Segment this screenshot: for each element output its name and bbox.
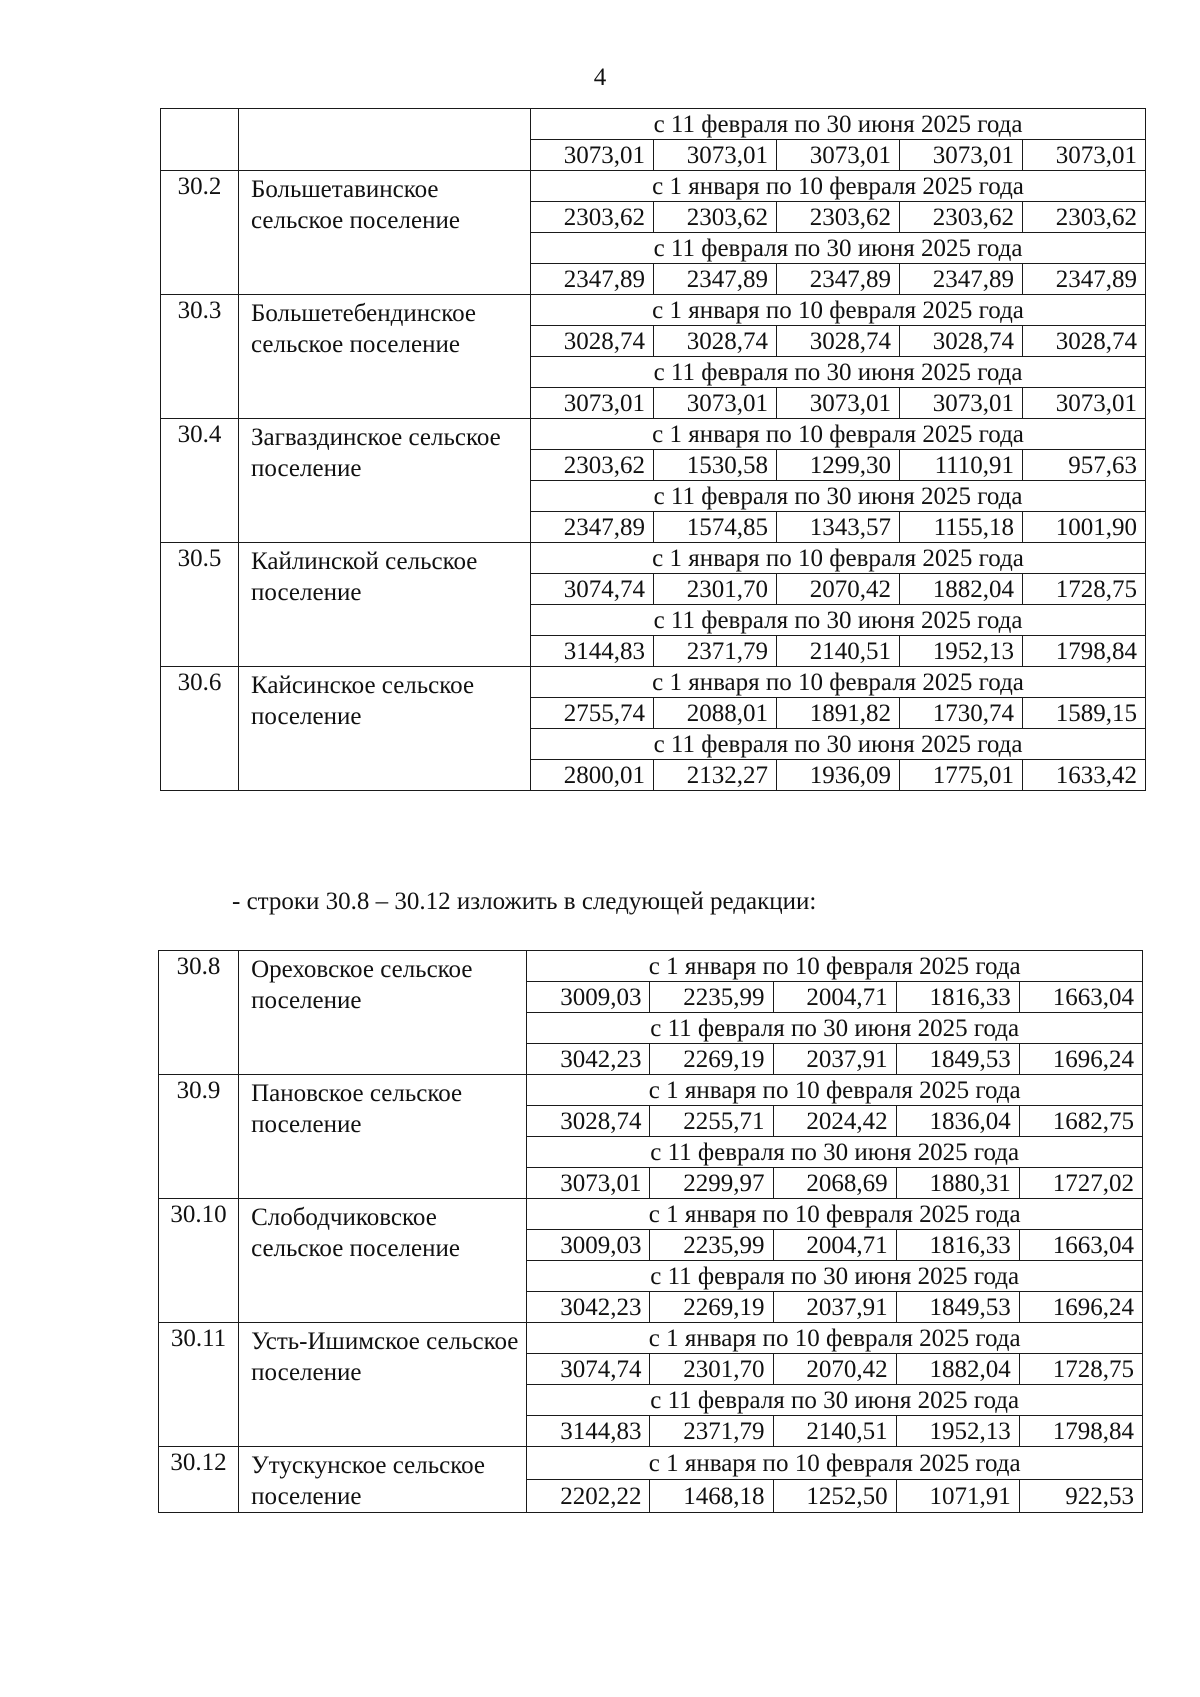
tariff-value: 1882,04 (900, 574, 1023, 605)
settlement-name: Кайлинской сельское поселение (239, 543, 531, 667)
tariff-value: 2303,62 (777, 202, 900, 233)
tariff-value: 3028,74 (531, 326, 654, 357)
tariff-value: 1775,01 (900, 760, 1023, 791)
tariff-value: 3042,23 (527, 1292, 650, 1323)
tariff-value: 3144,83 (527, 1416, 650, 1447)
tariff-value: 2235,99 (650, 982, 773, 1013)
tariff-value: 1952,13 (896, 1416, 1019, 1447)
period-label: с 1 января по 10 февраля 2025 года (527, 1075, 1143, 1106)
tariff-value: 2347,89 (777, 264, 900, 295)
tariff-value: 1589,15 (1023, 698, 1146, 729)
period-label: с 11 февраля по 30 июня 2025 года (527, 1013, 1143, 1044)
tariff-value: 2347,89 (900, 264, 1023, 295)
tariff-value: 2070,42 (773, 1354, 896, 1385)
period-label: с 1 января по 10 февраля 2025 года (531, 419, 1146, 450)
tariff-value: 1071,91 (896, 1480, 1019, 1513)
page-number: 4 (593, 64, 607, 91)
tariff-value: 3028,74 (900, 326, 1023, 357)
table-row (161, 543, 1146, 574)
row-number: 30.8 (159, 951, 239, 1075)
tariff-value: 2255,71 (650, 1106, 773, 1137)
settlement-name: Пановское сельское поселение (239, 1075, 527, 1199)
tariff-value: 2299,97 (650, 1168, 773, 1199)
period-label: с 1 января по 10 февраля 2025 года (531, 295, 1146, 326)
tariff-value: 1155,18 (900, 512, 1023, 543)
tariff-value: 957,63 (1023, 450, 1146, 481)
period-label: с 11 февраля по 30 июня 2025 года (531, 357, 1146, 388)
tariff-value: 1936,09 (777, 760, 900, 791)
table-row (161, 667, 1146, 698)
settlement-name: Ореховское сельское поселение (239, 951, 527, 1075)
tariff-value: 1816,33 (896, 1230, 1019, 1261)
tariff-value: 2301,70 (654, 574, 777, 605)
tariff-value: 1299,30 (777, 450, 900, 481)
tariff-value: 3042,23 (527, 1044, 650, 1075)
tariff-value: 1727,02 (1019, 1168, 1142, 1199)
tariff-value: 1728,75 (1023, 574, 1146, 605)
row-number: 30.4 (161, 419, 239, 543)
tariff-value: 1001,90 (1023, 512, 1146, 543)
tariff-value: 3073,01 (654, 140, 777, 171)
tariff-value: 1574,85 (654, 512, 777, 543)
tariff-value: 2347,89 (531, 264, 654, 295)
row-number: 30.5 (161, 543, 239, 667)
period-label: с 1 января по 10 февраля 2025 года (527, 951, 1143, 982)
tariff-value: 3028,74 (654, 326, 777, 357)
tariff-value: 3073,01 (531, 388, 654, 419)
tariff-value: 3144,83 (531, 636, 654, 667)
table-row (161, 109, 1146, 140)
tariff-value: 1252,50 (773, 1480, 896, 1513)
tariff-table-1 (160, 108, 1146, 791)
tariff-value: 3074,74 (531, 574, 654, 605)
tariff-value: 1816,33 (896, 982, 1019, 1013)
tariff-value: 3073,01 (1023, 388, 1146, 419)
period-label: с 11 февраля по 30 июня 2025 года (531, 233, 1146, 264)
tariff-value: 1836,04 (896, 1106, 1019, 1137)
period-label: с 11 февраля по 30 июня 2025 года (531, 481, 1146, 512)
tariff-value: 2347,89 (654, 264, 777, 295)
period-label: с 1 января по 10 февраля 2025 года (531, 171, 1146, 202)
period-label: с 1 января по 10 февраля 2025 года (531, 667, 1146, 698)
settlement-name: Утускунское сельское поселение (239, 1447, 527, 1513)
settlement-name: Кайсинское сельское поселение (239, 667, 531, 791)
row-number-cell (161, 109, 239, 171)
tariff-value: 3073,01 (1023, 140, 1146, 171)
tariff-value: 2235,99 (650, 1230, 773, 1261)
tariff-value: 1798,84 (1019, 1416, 1142, 1447)
period-label: с 1 января по 10 февраля 2025 года (531, 543, 1146, 574)
tariff-value: 2140,51 (777, 636, 900, 667)
tariff-value: 1880,31 (896, 1168, 1019, 1199)
period-label: с 1 января по 10 февраля 2025 года (527, 1447, 1143, 1480)
tariff-value: 3073,01 (531, 140, 654, 171)
tariff-value: 3009,03 (527, 982, 650, 1013)
period-label: с 11 февраля по 30 июня 2025 года (527, 1385, 1143, 1416)
tariff-value: 1682,75 (1019, 1106, 1142, 1137)
period-label: с 11 февраля по 30 июня 2025 года (527, 1261, 1143, 1292)
tariff-value: 2070,42 (777, 574, 900, 605)
tariff-value: 1891,82 (777, 698, 900, 729)
tariff-value: 3073,01 (777, 140, 900, 171)
table-row (159, 1323, 1143, 1354)
tariff-value: 2303,62 (531, 450, 654, 481)
tariff-value: 2068,69 (773, 1168, 896, 1199)
tariff-value: 2755,74 (531, 698, 654, 729)
table-row (159, 1199, 1143, 1230)
tariff-value: 3009,03 (527, 1230, 650, 1261)
tariff-value: 2202,22 (527, 1480, 650, 1513)
table-row (159, 951, 1143, 982)
period-label: с 11 февраля по 30 июня 2025 года (531, 605, 1146, 636)
tariff-value: 2303,62 (1023, 202, 1146, 233)
row-number: 30.10 (159, 1199, 239, 1323)
tariff-value: 1798,84 (1023, 636, 1146, 667)
tariff-value: 1343,57 (777, 512, 900, 543)
settlement-name: Большетавинское сельское поселение (239, 171, 531, 295)
tariff-value: 922,53 (1019, 1480, 1142, 1513)
tariff-value: 1663,04 (1019, 982, 1142, 1013)
table-row (159, 1075, 1143, 1106)
period-label: с 11 февраля по 30 июня 2025 года (527, 1137, 1143, 1168)
intro-text: - строки 30.8 – 30.12 изложить в следующей редакции: (232, 888, 817, 915)
tariff-value: 2269,19 (650, 1044, 773, 1075)
period-label: с 1 января по 10 февраля 2025 года (527, 1199, 1143, 1230)
tariff-value: 3073,01 (527, 1168, 650, 1199)
settlement-name: Слободчиковское сельское поселение (239, 1199, 527, 1323)
tariff-value: 2303,62 (654, 202, 777, 233)
tariff-value: 1849,53 (896, 1292, 1019, 1323)
tariff-value: 3028,74 (1023, 326, 1146, 357)
tariff-value: 1696,24 (1019, 1044, 1142, 1075)
tariff-value: 2347,89 (1023, 264, 1146, 295)
table-row (161, 295, 1146, 326)
settlement-name: Загваздинское сельское поселение (239, 419, 531, 543)
tariff-value: 3073,01 (777, 388, 900, 419)
tariff-table-2 (158, 950, 1143, 1513)
tariff-value: 2037,91 (773, 1044, 896, 1075)
row-number: 30.9 (159, 1075, 239, 1199)
tariff-value: 2371,79 (654, 636, 777, 667)
period-label: с 11 февраля по 30 июня 2025 года (531, 109, 1146, 140)
tariff-value: 2024,42 (773, 1106, 896, 1137)
tariff-value: 3073,01 (900, 140, 1023, 171)
settlement-name: Большетебендинское сельское поселение (239, 295, 531, 419)
tariff-value: 2800,01 (531, 760, 654, 791)
tariff-value: 1663,04 (1019, 1230, 1142, 1261)
tariff-value: 3028,74 (777, 326, 900, 357)
tariff-value: 1530,58 (654, 450, 777, 481)
row-number: 30.2 (161, 171, 239, 295)
tariff-value: 1633,42 (1023, 760, 1146, 791)
tariff-value: 1696,24 (1019, 1292, 1142, 1323)
period-label: с 11 февраля по 30 июня 2025 года (531, 729, 1146, 760)
table-row (161, 419, 1146, 450)
tariff-value: 2303,62 (900, 202, 1023, 233)
period-label: с 1 января по 10 февраля 2025 года (527, 1323, 1143, 1354)
tariff-value: 3028,74 (527, 1106, 650, 1137)
tariff-value: 2303,62 (531, 202, 654, 233)
tariff-value: 1882,04 (896, 1354, 1019, 1385)
table-row (159, 1447, 1143, 1480)
tariff-value: 2347,89 (531, 512, 654, 543)
settlement-name: Усть-Ишимское сельское поселение (239, 1323, 527, 1447)
row-number: 30.12 (159, 1447, 239, 1513)
table-row (161, 171, 1146, 202)
tariff-value: 2004,71 (773, 982, 896, 1013)
tariff-value: 1468,18 (650, 1480, 773, 1513)
tariff-value: 1728,75 (1019, 1354, 1142, 1385)
tariff-value: 3073,01 (654, 388, 777, 419)
tariff-value: 2269,19 (650, 1292, 773, 1323)
tariff-value: 1110,91 (900, 450, 1023, 481)
tariff-value: 2140,51 (773, 1416, 896, 1447)
row-number: 30.11 (159, 1323, 239, 1447)
tariff-value: 1952,13 (900, 636, 1023, 667)
tariff-value: 2371,79 (650, 1416, 773, 1447)
tariff-value: 3073,01 (900, 388, 1023, 419)
tariff-value: 2004,71 (773, 1230, 896, 1261)
tariff-value: 1730,74 (900, 698, 1023, 729)
tariff-value: 2088,01 (654, 698, 777, 729)
row-number: 30.3 (161, 295, 239, 419)
tariff-value: 2301,70 (650, 1354, 773, 1385)
tariff-value: 2037,91 (773, 1292, 896, 1323)
tariff-value: 1849,53 (896, 1044, 1019, 1075)
tariff-value: 3074,74 (527, 1354, 650, 1385)
row-number: 30.6 (161, 667, 239, 791)
settlement-name-cell (239, 109, 531, 171)
tariff-value: 2132,27 (654, 760, 777, 791)
